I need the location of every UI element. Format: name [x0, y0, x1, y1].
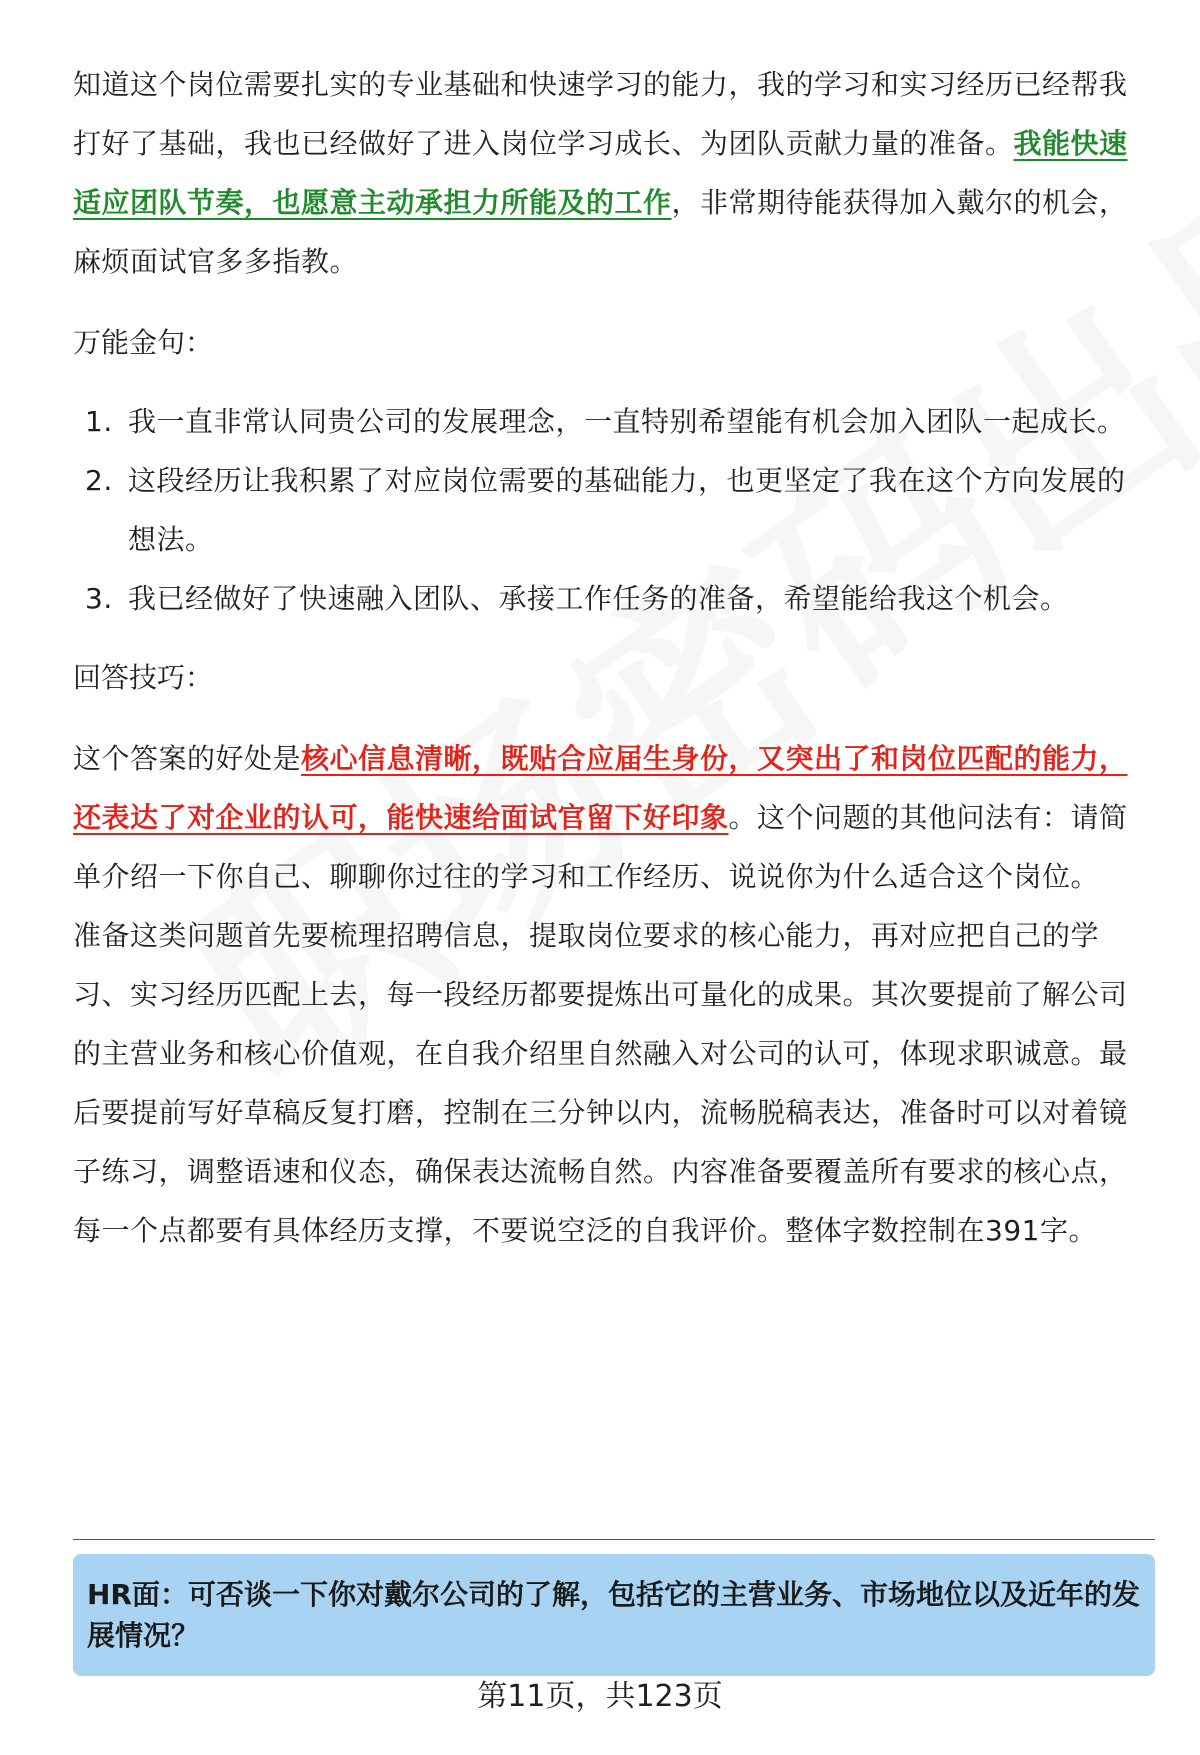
hr-question-box: HR面：可否谈一下你对戴尔公司的了解，包括它的主营业务、市场地位以及近年的发展情况？: [73, 1554, 1155, 1676]
tips-text-2: 。这个问题的其他问法有：请简单介绍一下你自己、聊聊你过往的学习和工作经历、说说你为什么适合这个岗位。: [73, 801, 1128, 893]
intro-highlight-green: 我能快速适应团队节奏，也愿意主动承担力所能及的工作: [73, 127, 1128, 219]
list-item-text: 我已经做好了快速融入团队、承接工作任务的准备，希望能给我这个机会。: [128, 582, 1069, 615]
answer-tips-label: 回答技巧：: [73, 661, 214, 694]
list-item: [73, 451, 1153, 569]
list-item: [73, 392, 1153, 451]
answer-tips-paragraph-2: 准备这类问题首先要梳理招聘信息，提取岗位要求的核心能力，再对应把自己的学习、实习经历匹配上去，每一段经历都要提炼出可量化的成果。其次要提前了解公司的主营业务和核心价值观，在自我介绍里自然融入对公司的认可，体现求职诚意。最后要提前写好草稿反复打磨，控制在三分钟以内，流畅脱稿表达，准备时可以对着镜子练习，调整语速和仪态，确保表达流畅自然。内容准备要覆盖所有要求的核心点，每一个点都要有具体经历支撑，不要说空泛的自我评价。整体字数控制在391字。: [73, 919, 1128, 1247]
golden-sentences-list: [73, 392, 1153, 628]
page-footer: 第11页，共123页: [477, 1679, 723, 1714]
tips-text-1: 这个答案的好处是: [73, 742, 302, 775]
section-divider: [73, 1539, 1155, 1540]
document-body: [73, 55, 1153, 1260]
intro-paragraph: [73, 55, 1153, 291]
intro-text-2: ，非常期待能获得加入戴尔的机会，麻烦面试官多多指教。: [73, 186, 1128, 278]
golden-sentences-label: 万能金句：: [73, 326, 214, 359]
list-item-text: 这段经历让我积累了对应岗位需要的基础能力，也更坚定了我在这个方向发展的想法。: [128, 464, 1126, 556]
tips-highlight-red: 核心信息清晰，既贴合应届生身份，又突出了和岗位匹配的能力，还表达了对企业的认可，能快速给面试官留下好印象: [73, 742, 1128, 834]
list-item-text: 我一直非常认同贵公司的发展理念，一直特别希望能有机会加入团队一起成长。: [128, 405, 1126, 438]
list-item-number: 3.: [85, 582, 113, 615]
list-item: [73, 569, 1153, 628]
list-item-number: 1.: [85, 405, 113, 438]
list-item-number: 2.: [85, 464, 113, 497]
intro-text-1: 知道这个岗位需要扎实的专业基础和快速学习的能力，我的学习和实习经历已经帮我打好了基础，我也已经做好了进入岗位学习成长、为团队贡献力量的准备。: [73, 68, 1128, 160]
answer-tips-paragraph-1: [73, 729, 1153, 906]
